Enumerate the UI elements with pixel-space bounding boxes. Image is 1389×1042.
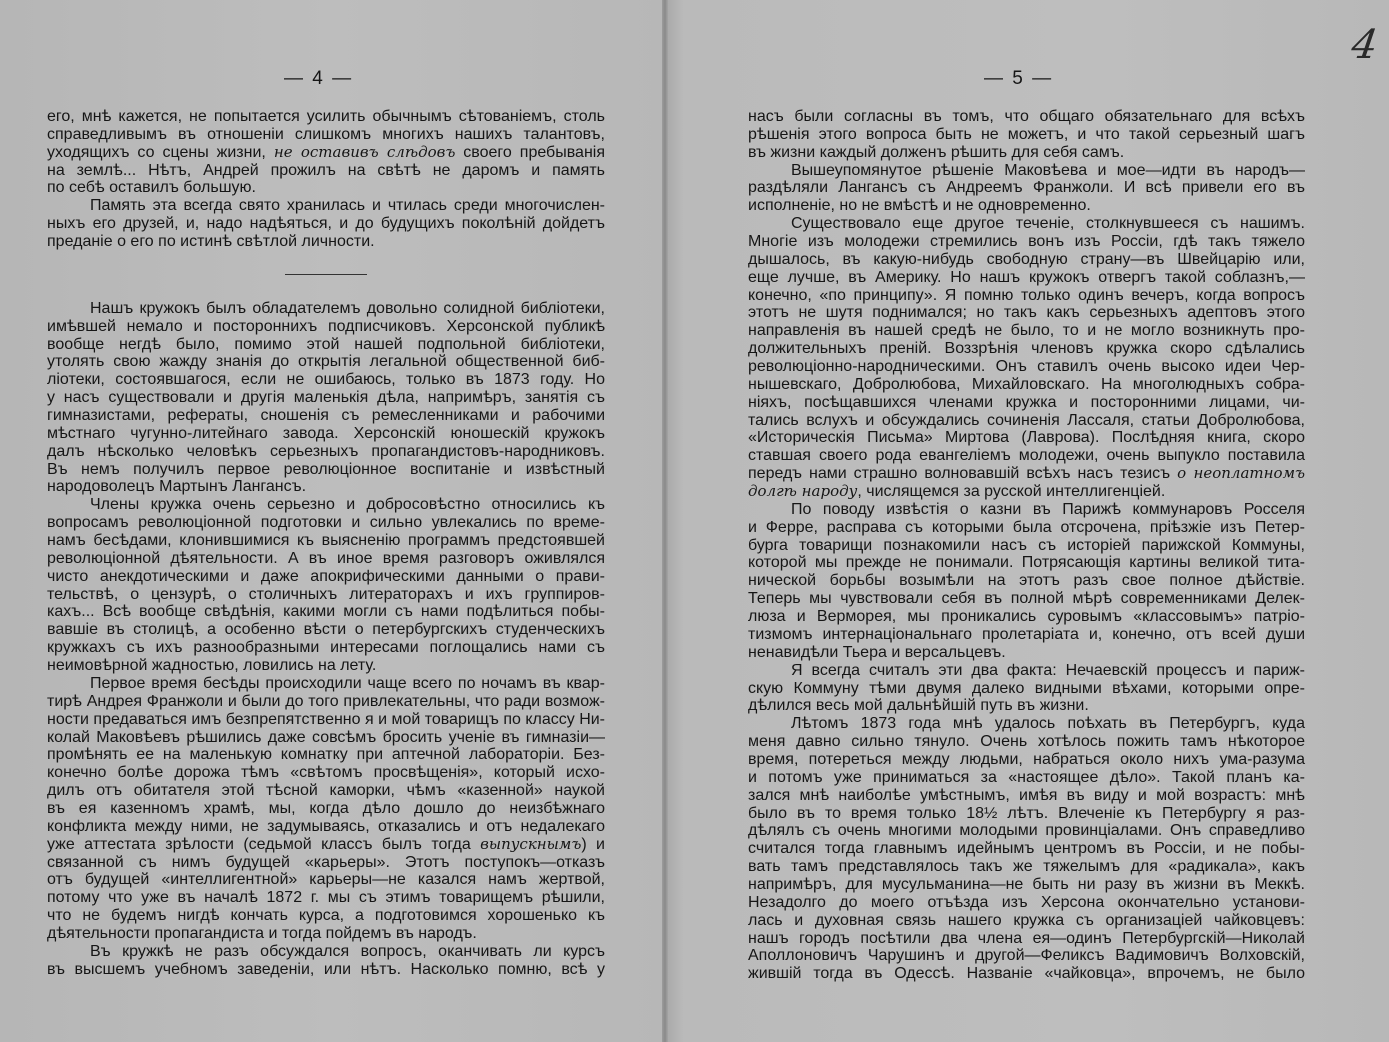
text-line [47, 108, 605, 126]
text-line-content: у насъ существовали и другія маленькія дѣла, напримѣръ, занятія съ [47, 389, 605, 407]
section-divider [47, 251, 605, 300]
text-line [748, 608, 1305, 626]
text-line [47, 353, 605, 371]
text-line-content: должительныхъ преній. Воззрѣнія членовъ кружка скоро сдѣлались [748, 340, 1305, 358]
text-line [748, 162, 1305, 180]
text-line-content: конфликта между ними, не задумываясь, отказались и отъ недалекаго [47, 817, 605, 835]
text-line-content: вавшіе въ столицѣ, а особенно вѣсти о петербургскихъ студенческихъ [47, 621, 605, 639]
page-text-column [748, 108, 1305, 983]
text-line-content: было въ то время только 18½ лѣтъ. Влеченіе къ Петербургу я раз- [748, 804, 1305, 822]
text-line [748, 394, 1305, 412]
text-line [748, 626, 1305, 644]
text-line [47, 961, 605, 979]
italic-emphasis: о неоплатномъ [1177, 464, 1305, 483]
italic-emphasis: долгѣ народу [748, 482, 858, 501]
paragraph [47, 496, 605, 675]
text-line [47, 461, 605, 479]
text-line-content: дѣлялъ съ очень многими молодыми провинціалами. Онъ справедливо [748, 822, 1305, 840]
text-line-content: исполненіе, но не вмѣстѣ и не одновременно. [748, 197, 1091, 215]
page-text-column [47, 108, 605, 979]
text-line-content: тельствѣ, о цензурѣ, о столичныхъ литераторахъ и ихъ группиров- [47, 585, 605, 603]
text-line-content: Въ немъ получилъ первое революціонное воспитаніе и извѣстный [47, 460, 605, 478]
text-line [47, 568, 605, 586]
text-line [748, 912, 1305, 930]
text-line [748, 894, 1305, 912]
text-line-content: преданіе о его по истинѣ свѣтлой личности. [47, 233, 375, 251]
text-line-content: его, мнѣ кажется, не попытается усилить обычнымъ сѣтованіемъ, столь [47, 108, 605, 125]
paragraph [748, 215, 1305, 501]
text-line [47, 197, 605, 215]
text-line-content: нышевскаго, Добролюбова, Михайловскаго. На многолюдныхъ собра- [748, 375, 1305, 393]
text-line [47, 871, 605, 889]
text-line-content: ныхъ его друзей, и, надо надѣяться, и до будущихъ поколѣній дойдетъ [47, 215, 605, 233]
text-line-content: еще лучше, въ Америку. Но нашъ кружокъ отвергъ такой соблазнъ,— [748, 268, 1305, 286]
text-line-content: лась и духовная связь нашего кружка съ организаціей чайковцевъ: [748, 911, 1305, 929]
text-line [47, 179, 605, 197]
text-line-content [47, 836, 605, 854]
paragraph [47, 197, 605, 251]
text-line-content: считался тогда главнымъ идейнымъ центромъ въ Россіи, и не побы- [748, 840, 1305, 858]
text-line [47, 657, 605, 675]
text-line [748, 287, 1305, 305]
text-line [47, 532, 605, 550]
text-line [47, 586, 605, 604]
text-line [47, 925, 605, 943]
text-line-content: вать тамъ представлялось такъ же тяжелымъ для «радикала», какъ [748, 858, 1305, 876]
text-line-content: которой мы прежде не понимали. Потрясающія картины великой тита- [748, 554, 1305, 572]
text-line-content: тирѣ Андрея Франжоли и были до того привлекательны, что ради возмож- [47, 692, 605, 710]
italic-emphasis: не оставивъ слѣдовъ [273, 142, 456, 161]
text-line-content: и Ферре, расправа съ которыми была отсрочена, пріѣзжіе изъ Петер- [748, 518, 1305, 536]
text-line [47, 621, 605, 639]
page-number: — 5 — [984, 68, 1054, 89]
text-line [47, 215, 605, 233]
text-line [47, 675, 605, 693]
text-line [748, 787, 1305, 805]
text-line-content: конечно болѣе дорожа тѣмъ «свѣтомъ просвѣщенія», который исхо- [47, 764, 605, 782]
text-line-content: Теперь мы чувствовали себя въ полной мѣрѣ современниками Делек- [748, 590, 1305, 608]
text-line-content: тались вслухъ и обсуждались сочиненія Лассаля, статьи Добролюбова, [748, 411, 1305, 429]
paragraph [748, 662, 1305, 716]
text-line-content: ніяхъ, посѣщавшихся членами кружка и посторонними лицами, чи- [748, 393, 1305, 411]
text-line-content: Вышеупомянутое рѣшеніе Маковѣева и мое—идти въ народъ— [791, 161, 1305, 179]
text-line [748, 447, 1305, 465]
text-line [47, 764, 605, 782]
paragraph [748, 108, 1305, 162]
text-line [748, 644, 1305, 662]
text-line [748, 733, 1305, 751]
handwritten-page-mark: 4 [1348, 22, 1381, 68]
text-line-content: гимназистами, рефераты, сношенія съ ремесленниками и рабочими [47, 407, 605, 425]
text-line [748, 662, 1305, 680]
text-line-content: Нашъ кружокъ былъ обладателемъ довольно солидной библіотеки, [90, 299, 605, 317]
text-line [748, 537, 1305, 555]
text-line-content: Существовало еще другое теченіе, столкнувшееся съ нашимъ. [791, 215, 1305, 233]
text-line-content: что не будемъ нигдѣ кончать курса, а подготовимся хорошенько къ [47, 907, 605, 925]
text-line-content: чисто анекдотическими и даже апокрифическими данными о прави- [47, 567, 605, 585]
text-line-content: Незадолго до моего отъѣзда изъ Херсона окончательно установи- [748, 893, 1305, 911]
paragraph [47, 108, 605, 197]
text-line-content: справедливымъ въ отношеніи слишкомъ многихъ нашихъ талантовъ, [47, 125, 605, 143]
text-line [47, 907, 605, 925]
text-line-content: время, потереться между людьми, набраться около нихъ ума-разума [748, 750, 1305, 768]
text-line [748, 483, 1305, 501]
text-line-content: кахъ... Всѣ вообще свѣдѣнія, какими могли съ нами подѣлиться побы- [47, 603, 605, 621]
text-line [47, 514, 605, 532]
text-line-content: революціонно-народническими. Онъ ставилъ очень высоко идеи Чер- [748, 358, 1305, 376]
text-line [748, 697, 1305, 715]
text-line-content: въ ея казенномъ храмѣ, мы, когда дѣло дошло до неизбѣжнаго [47, 799, 605, 817]
text-line-content: скую Коммуну тѣми двумя далеко видными вѣхами, которыми опре- [748, 679, 1305, 697]
text-line-content: жившій тогда въ Одессѣ. Названіе «чайковца», впрочемъ, не было [748, 965, 1305, 983]
text-line-content: напримѣръ, для мусульманина—не быть ни разу въ жизни въ Меккѣ. [748, 875, 1305, 893]
text-line-content [748, 483, 1165, 501]
text-line-content: ліотеки, состоявшагося, если не ошибаюсь, только въ 1873 году. Но [47, 371, 605, 389]
text-line-content: и потомъ уже приниматься за «настоящее дѣло». Такой планъ ка- [748, 768, 1305, 786]
text-line-content: направленія въ нашей средѣ не было, то и не могло возникнуть про- [748, 322, 1305, 340]
text-line-content [748, 465, 1305, 483]
text-fragment: , числящемся за русской интеллигенціей. [857, 483, 1166, 501]
text-line [748, 465, 1305, 483]
text-line-content: мѣстнаго чугунно-литейнаго завода. Херсонскій юношескій кружокъ [47, 424, 605, 442]
text-line [748, 251, 1305, 269]
text-line-content: дѣятельности пропагандиста и тогда пойдемъ въ народъ. [47, 924, 477, 942]
right-page [666, 0, 1389, 1042]
text-line-content: промѣнять ее на маленькую комнатку при аптечной лабораторіи. Без- [47, 746, 605, 764]
text-line [47, 746, 605, 764]
text-line-content: далъ нѣсколько человѣкъ серьезныхъ пропагандистовъ-народниковъ. [47, 442, 605, 460]
text-line [47, 711, 605, 729]
text-line [47, 550, 605, 568]
text-line [748, 144, 1305, 162]
text-line [748, 304, 1305, 322]
text-line [47, 126, 605, 144]
text-line [47, 336, 605, 354]
text-line-content: этотъ не шутя поднимался; но такъ какъ серьезныхъ адептовъ этого [748, 304, 1305, 322]
text-line-content: Многіе изъ молодежи стремились вонъ изъ Россіи, гдѣ такъ тяжело [748, 233, 1305, 251]
text-line-content: Аполлоновичъ Чарушинъ и другой—Феликсъ Вадимовичъ Волховскій, [748, 947, 1305, 965]
text-line-content: колай Маковѣевъ рѣшились даже совсѣмъ бросить ученіе въ гимназіи— [47, 728, 605, 746]
text-line-content: «Историческія Письма» Миртова (Лаврова). Послѣдняя книга, скоро [748, 429, 1305, 447]
text-line [748, 822, 1305, 840]
text-line-content: Въ кружкѣ не разъ обсуждался вопросъ, оканчивать ли курсъ [90, 942, 605, 960]
text-line-content: на землѣ... Нѣтъ, Андрей прожилъ на свѣтѣ не даромъ и память [47, 161, 605, 179]
text-line-content: нической борьбы возымѣли на этотъ разъ свое полное дѣйствіе. [748, 572, 1305, 590]
text-line-content: кружкахъ съ ихъ разнообразными интересами поглощались нами съ [47, 639, 605, 657]
text-line-content: люза и Верморея, мы проникались суровымъ «классовымъ» патріо- [748, 608, 1305, 626]
text-line [748, 412, 1305, 430]
text-line [748, 876, 1305, 894]
text-line-content: по себѣ оставилъ большую. [47, 179, 256, 197]
text-line-content: ненавидѣли Тьера и версальцевъ. [748, 643, 1006, 661]
text-line [748, 590, 1305, 608]
text-line [47, 371, 605, 389]
text-line [47, 782, 605, 800]
text-line [748, 805, 1305, 823]
text-line [748, 519, 1305, 537]
text-line [748, 322, 1305, 340]
text-line [47, 836, 605, 854]
text-fragment: ) и [581, 835, 605, 853]
paragraph [748, 162, 1305, 216]
text-line-content [47, 144, 605, 162]
text-line [748, 930, 1305, 948]
text-line [47, 943, 605, 961]
text-line-content: народоволецъ Мартынъ Лангансъ. [47, 478, 307, 496]
text-line [47, 443, 605, 461]
text-line [47, 496, 605, 514]
text-line [47, 233, 605, 251]
book-gutter [662, 0, 668, 1042]
text-line [47, 300, 605, 318]
text-line [748, 572, 1305, 590]
text-line-content: Первое время бесѣды происходили чаще всего по ночамъ въ квар- [90, 674, 605, 692]
text-line [748, 554, 1305, 572]
left-page [0, 0, 666, 1042]
text-line-content: неимовѣрной жадностью, ловились на лету. [47, 657, 377, 675]
text-line [748, 340, 1305, 358]
paragraph [47, 943, 605, 979]
text-line [47, 318, 605, 336]
text-line [748, 715, 1305, 733]
text-line-content: насъ были согласны въ томъ, что общаго обязательнаго для всѣхъ [748, 108, 1305, 125]
text-line-content: утолять свою жажду знанія до открытія легальной общественной биб- [47, 353, 605, 371]
text-line [47, 818, 605, 836]
text-fragment: уже аттестата зрѣлости (седьмой классъ былъ тогда [47, 835, 481, 853]
text-line [47, 162, 605, 180]
text-line [748, 108, 1305, 126]
text-line-content: въ жизни каждый долженъ рѣшить для себя самъ. [748, 143, 1125, 161]
text-line-content: отъ будущей «интеллигентной» карьеры—не казался намъ жертвой, [47, 871, 605, 889]
text-fragment: передъ нами страшно волновавшій всѣхъ насъ тезисъ [748, 465, 1178, 483]
text-line-content: дышалось, въ какую-нибудь свободную страну—въ Швейцарію или, [748, 250, 1305, 268]
text-line-content: тизмомъ интернаціональнаго пролетаріата и, конечно, отъ всей души [748, 625, 1305, 643]
italic-emphasis: выпускнымъ [480, 834, 582, 853]
text-line-content: Память эта всегда свято хранилась и чтилась среди многочислен- [90, 197, 605, 215]
text-line-content: вообще негдѣ было, помимо этой нашей подпольной библіотеки, [47, 335, 605, 353]
text-line [748, 429, 1305, 447]
text-line [748, 858, 1305, 876]
text-line-content: вопросамъ революціонной подготовки и сильно увлекались по време- [47, 514, 605, 532]
text-line-content: бурга товарищи познакомили насъ съ исторіей парижской Коммуны, [748, 536, 1305, 554]
text-line [47, 854, 605, 872]
text-line-content: намъ бесѣдами, клонившимися къ выясненію программъ предстоявшей [47, 532, 605, 550]
text-line-content: въ высшемъ учебномъ заведеніи, или нѣтъ. Насколько помню, всѣ у [47, 960, 605, 978]
text-line [748, 680, 1305, 698]
text-line [47, 693, 605, 711]
paragraph [47, 675, 605, 943]
text-line [47, 603, 605, 621]
text-line-content: раздѣляли Лангансъ съ Андреемъ Франжоли. И всѣ привели его въ [748, 179, 1305, 197]
text-line [748, 501, 1305, 519]
text-line [47, 407, 605, 425]
text-line-content: рѣшенія этого вопроса быть не можетъ, и что такой серьезный шагъ [748, 125, 1305, 143]
paragraph [47, 300, 605, 496]
text-line-content: революціонной дѣятельности. А въ иное время разговоръ оживлялся [47, 549, 605, 567]
text-line-content: нашъ городъ посѣтили два члена ея—одинъ Петербургскій—Николай [748, 929, 1305, 947]
text-line-content: дилъ отъ обитателя этой тѣсной каморки, чѣмъ «казенной» наукой [47, 782, 605, 800]
text-line [748, 358, 1305, 376]
text-line [748, 376, 1305, 394]
text-line [748, 126, 1305, 144]
text-line [47, 800, 605, 818]
text-line [47, 478, 605, 496]
text-line [748, 179, 1305, 197]
text-line [748, 751, 1305, 769]
text-line [748, 769, 1305, 787]
text-line-content: имѣвшей немало и постороннихъ подписчиковъ. Херсонской публикѣ [47, 317, 605, 335]
text-line-content: зался мнѣ наиболѣе умѣстнымъ, имѣя въ виду и мой возрастъ: мнѣ [748, 786, 1305, 804]
page-number: — 4 — [284, 68, 354, 89]
text-line [748, 947, 1305, 965]
text-line [47, 889, 605, 907]
text-line-content: Члены кружка очень серьезно и добросовѣстно относились къ [90, 496, 605, 514]
text-line-content: потому что уже въ началѣ 1872 г. мы съ этимъ товарищемъ рѣшили, [47, 889, 605, 907]
text-line-content: Лѣтомъ 1873 года мнѣ удалось поѣхать въ Петербургъ, куда [791, 715, 1305, 733]
text-line-content: конечно, «по принципу». Я помню только одинъ вечеръ, когда вопросъ [748, 286, 1305, 304]
text-fragment: своего пребыванія [455, 143, 605, 161]
text-line [748, 233, 1305, 251]
text-line [748, 965, 1305, 983]
text-line-content: связанной съ нимъ будущей «карьеры». Этотъ поступокъ—отказъ [47, 853, 605, 871]
text-line [47, 144, 605, 162]
text-line [748, 215, 1305, 233]
text-line [47, 425, 605, 443]
paragraph [748, 715, 1305, 983]
text-line [748, 269, 1305, 287]
paragraph [748, 501, 1305, 662]
text-fragment: уходящихъ со сцены жизни, [47, 143, 274, 161]
text-line-content: Я всегда считалъ эти два факта: Нечаевскій процессъ и париж- [791, 661, 1305, 679]
text-line-content: дѣлился весь мой дальнѣйшій путь въ жизни. [748, 697, 1089, 715]
text-line-content: ности предаваться имъ безпрепятственно я и мой товарищъ по классу Ни- [47, 710, 605, 728]
text-line [748, 197, 1305, 215]
text-line-content: меня давно сильно тянуло. Очень хотѣлось пожить тамъ нѣкоторое [748, 733, 1305, 751]
text-line [47, 389, 605, 407]
text-line [47, 639, 605, 657]
text-line-content: ставшая своего рода евангеліемъ молодежи, очень выпукло поставила [748, 447, 1305, 465]
text-line [748, 840, 1305, 858]
text-line-content: По поводу извѣстія о казни въ Парижѣ коммунаровъ Росселя [791, 500, 1305, 518]
text-line [47, 729, 605, 747]
